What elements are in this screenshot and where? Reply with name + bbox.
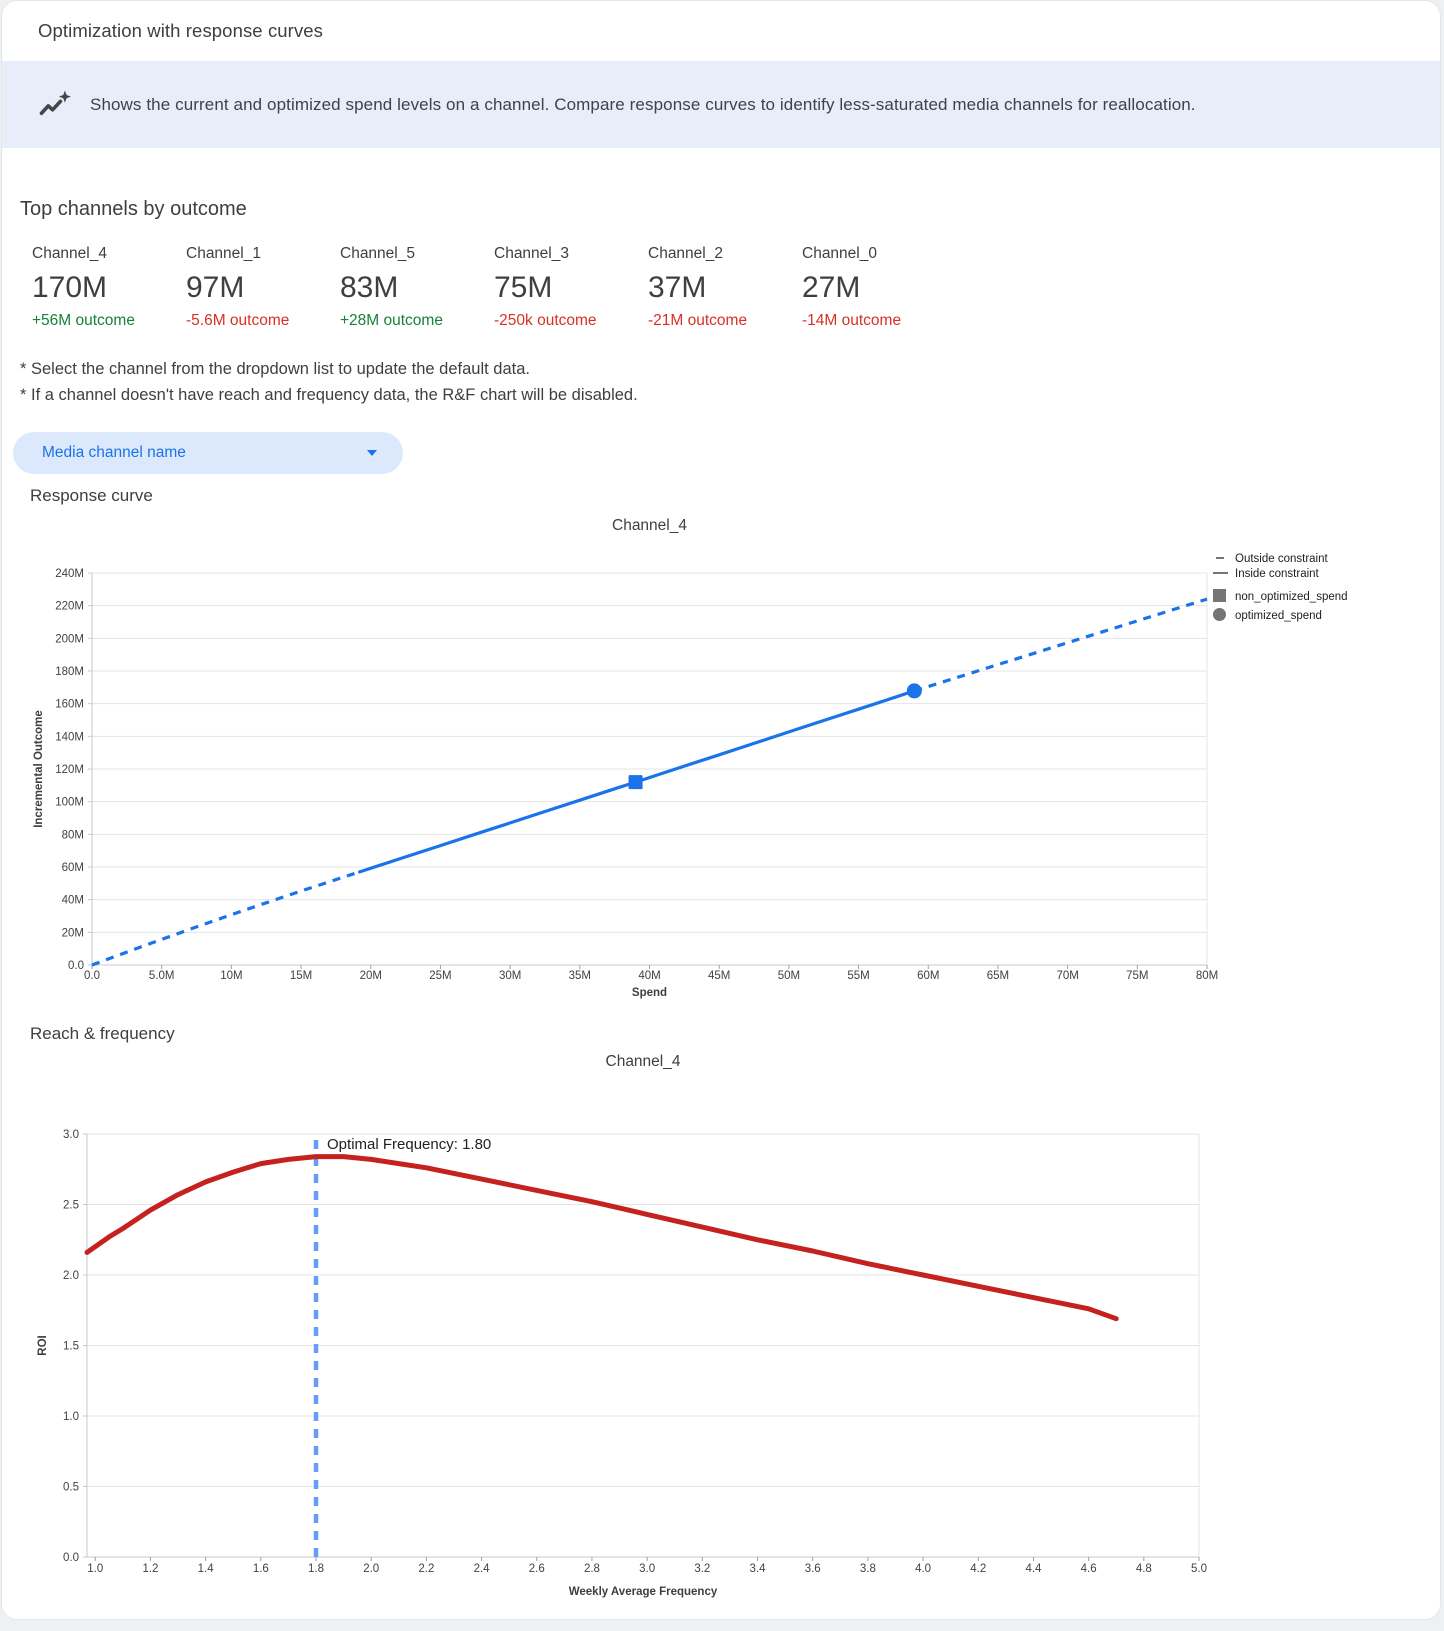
info-banner xyxy=(2,61,1440,148)
channel-outcome-0: +56M outcome xyxy=(32,312,135,329)
top-channels-heading: Top channels by outcome xyxy=(20,198,247,220)
svg-text:2.8: 2.8 xyxy=(583,1563,600,1575)
channel-outcome-4: -21M outcome xyxy=(648,312,748,329)
svg-text:Channel_4: Channel_4 xyxy=(612,517,687,534)
svg-text:1.0: 1.0 xyxy=(63,1411,79,1423)
svg-text:5.0: 5.0 xyxy=(1191,1563,1207,1575)
svg-text:75M: 75M xyxy=(1126,970,1149,982)
svg-text:140M: 140M xyxy=(55,731,84,744)
svg-text:65M: 65M xyxy=(986,970,1010,982)
channel-card xyxy=(494,245,648,330)
banner-text: Shows the current and optimized spend levels on a channel. Compare response curves to identify less-saturated media channels for reallocation. xyxy=(90,94,1196,114)
svg-text:2.0: 2.0 xyxy=(63,1270,79,1282)
svg-text:non_optimized_spend: non_optimized_spend xyxy=(1235,591,1348,603)
channel-value: 27M xyxy=(802,271,861,304)
reach-frequency-chart xyxy=(2,1044,1441,1609)
svg-text:Outside constraint: Outside constraint xyxy=(1235,553,1328,565)
svg-text:20M: 20M xyxy=(61,927,84,940)
chevron-down-icon xyxy=(367,450,377,456)
svg-text:45M: 45M xyxy=(708,970,731,982)
svg-text:Incremental Outcome: Incremental Outcome xyxy=(33,710,45,828)
svg-text:60M: 60M xyxy=(61,862,84,874)
optimization-card xyxy=(1,0,1441,1620)
svg-text:0.5: 0.5 xyxy=(63,1481,79,1494)
svg-text:Optimal Frequency: 1.80: Optimal Frequency: 1.80 xyxy=(327,1136,492,1153)
svg-text:optimized_spend: optimized_spend xyxy=(1235,610,1322,622)
reach-frequency-heading: Reach & frequency xyxy=(30,1024,175,1043)
svg-text:15M: 15M xyxy=(289,970,313,982)
channel-card xyxy=(802,245,956,330)
svg-text:3.8: 3.8 xyxy=(859,1563,876,1575)
svg-text:40M: 40M xyxy=(61,894,84,907)
svg-text:40M: 40M xyxy=(638,970,661,982)
svg-text:10M: 10M xyxy=(220,970,243,982)
channel-name: Channel_3 xyxy=(494,245,569,262)
svg-text:0.0: 0.0 xyxy=(84,970,100,982)
svg-text:240M: 240M xyxy=(55,568,84,580)
note-rf-disabled: * If a channel doesn't have reach and frequency data, the R&F chart will be disabled. xyxy=(20,386,638,404)
channel-value: 83M xyxy=(340,271,399,304)
svg-text:2.0: 2.0 xyxy=(363,1563,380,1575)
channel-value: 75M xyxy=(494,271,553,304)
svg-text:Spend: Spend xyxy=(631,987,668,999)
response-curve-chart xyxy=(2,506,1441,1016)
channel-value: 97M xyxy=(186,271,245,304)
top-channels-row xyxy=(32,245,1440,330)
svg-text:2.2: 2.2 xyxy=(418,1563,435,1575)
svg-text:1.8: 1.8 xyxy=(308,1563,325,1575)
svg-text:3.0: 3.0 xyxy=(63,1129,79,1141)
channel-card xyxy=(186,245,340,330)
svg-text:3.4: 3.4 xyxy=(749,1563,766,1575)
channel-outcome-1: -5.6M outcome xyxy=(186,312,290,329)
channel-name: Channel_2 xyxy=(648,245,723,262)
svg-text:3.2: 3.2 xyxy=(694,1563,711,1575)
card-header xyxy=(2,1,1440,61)
svg-text:25M: 25M xyxy=(429,970,452,982)
media-channel-dropdown[interactable] xyxy=(13,432,403,474)
dropdown-label: Media channel name xyxy=(42,444,186,461)
svg-text:1.2: 1.2 xyxy=(142,1563,159,1575)
channel-value: 37M xyxy=(648,271,707,304)
channel-outcome-2: +28M outcome xyxy=(340,312,443,329)
svg-text:100M: 100M xyxy=(55,796,84,809)
svg-text:5.0M: 5.0M xyxy=(148,970,175,982)
svg-text:80M: 80M xyxy=(1195,970,1219,982)
channel-name: Channel_5 xyxy=(340,245,415,262)
channel-name: Channel_4 xyxy=(32,245,107,262)
svg-text:35M: 35M xyxy=(568,970,591,982)
svg-text:2.6: 2.6 xyxy=(528,1563,545,1575)
channel-outcome-3: -250k outcome xyxy=(494,312,597,329)
response-curve-heading: Response curve xyxy=(30,486,153,505)
svg-text:70M: 70M xyxy=(1056,970,1079,982)
svg-text:20M: 20M xyxy=(359,970,382,982)
svg-text:1.0: 1.0 xyxy=(87,1563,104,1575)
svg-text:0.0: 0.0 xyxy=(68,960,84,972)
note-select-channel: * Select the channel from the dropdown list to update the default data. xyxy=(20,360,531,378)
svg-text:200M: 200M xyxy=(55,633,84,646)
channel-name: Channel_1 xyxy=(186,245,261,262)
svg-text:4.8: 4.8 xyxy=(1135,1563,1152,1575)
svg-text:2.5: 2.5 xyxy=(63,1199,79,1212)
svg-text:55M: 55M xyxy=(847,970,870,982)
svg-text:3.0: 3.0 xyxy=(639,1563,656,1575)
svg-text:220M: 220M xyxy=(55,600,84,613)
svg-text:30M: 30M xyxy=(498,970,522,982)
svg-text:4.4: 4.4 xyxy=(1025,1563,1042,1575)
svg-text:3.6: 3.6 xyxy=(804,1563,821,1575)
svg-text:1.6: 1.6 xyxy=(252,1563,269,1575)
svg-text:50M: 50M xyxy=(777,970,801,982)
svg-text:2.4: 2.4 xyxy=(473,1563,490,1575)
channel-outcome-5: -14M outcome xyxy=(802,312,902,329)
channel-card xyxy=(648,245,802,330)
channel-card xyxy=(32,245,186,330)
svg-text:ROI: ROI xyxy=(37,1335,49,1356)
svg-text:120M: 120M xyxy=(55,764,84,776)
channel-card xyxy=(340,245,494,330)
svg-text:160M: 160M xyxy=(55,698,84,711)
channel-value: 170M xyxy=(32,271,108,304)
svg-text:180M: 180M xyxy=(55,666,84,678)
svg-text:1.5: 1.5 xyxy=(63,1340,79,1353)
svg-text:4.2: 4.2 xyxy=(970,1563,987,1575)
svg-text:Channel_4: Channel_4 xyxy=(605,1053,681,1070)
svg-text:60M: 60M xyxy=(917,970,940,982)
svg-text:Inside constraint: Inside constraint xyxy=(1235,568,1319,580)
footnotes xyxy=(20,360,1440,405)
channel-name: Channel_0 xyxy=(802,245,877,262)
svg-text:80M: 80M xyxy=(61,829,84,842)
svg-text:4.6: 4.6 xyxy=(1080,1563,1097,1575)
svg-text:0.0: 0.0 xyxy=(63,1552,79,1564)
svg-text:4.0: 4.0 xyxy=(915,1563,932,1575)
page-title: Optimization with response curves xyxy=(38,20,324,41)
insights-icon xyxy=(36,86,74,124)
svg-text:1.4: 1.4 xyxy=(197,1563,214,1575)
svg-text:Weekly Average Frequency: Weekly Average Frequency xyxy=(568,1586,718,1598)
